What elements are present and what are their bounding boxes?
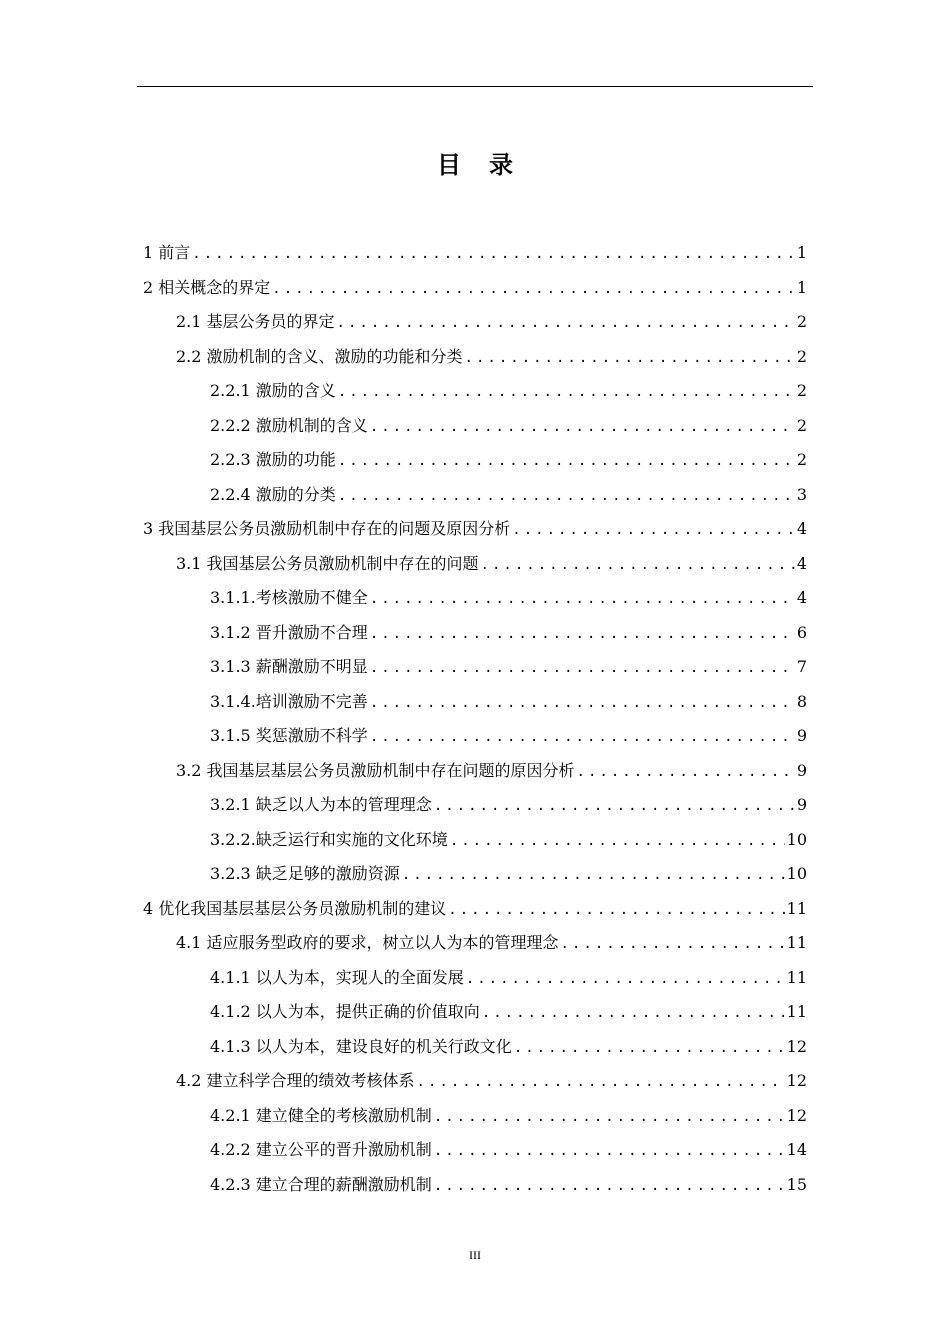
toc-entry-label: 2.2.4 激励的分类 bbox=[210, 484, 336, 504]
toc-entry-page: 4 bbox=[796, 553, 807, 573]
toc-entry[interactable] bbox=[143, 1066, 807, 1101]
toc-entry-page: 4 bbox=[796, 519, 807, 538]
toc-entry[interactable] bbox=[143, 756, 807, 791]
toc-entry[interactable] bbox=[143, 307, 807, 342]
toc-entry-page: 2 bbox=[796, 415, 807, 435]
toc-entry-label: 3.1.1.考核激励不健全 bbox=[210, 588, 368, 607]
toc-dot-leader bbox=[450, 826, 785, 856]
toc-entry[interactable] bbox=[143, 997, 807, 1032]
toc-entry-label: 2.1 基层公务员的界定 bbox=[176, 312, 335, 331]
toc-entry-label: 3.1 我国基层公务员激励机制中存在的问题 bbox=[176, 553, 479, 573]
table-of-contents bbox=[143, 238, 807, 1204]
toc-entry-label: 2.2.3 激励的功能 bbox=[210, 450, 336, 469]
toc-entry-label: 2 相关概念的界定 bbox=[143, 277, 271, 297]
toc-entry-page: 12 bbox=[786, 1071, 807, 1090]
toc-entry-page: 7 bbox=[796, 657, 807, 676]
toc-entry[interactable] bbox=[143, 618, 807, 653]
toc-dot-leader bbox=[337, 308, 795, 338]
toc-entry-label: 4.1 适应服务型政府的要求，树立以人为本的管理理念 bbox=[176, 933, 559, 952]
toc-entry[interactable] bbox=[143, 1032, 807, 1067]
toc-entry[interactable] bbox=[143, 583, 807, 618]
toc-entry-label: 4.2.1 建立健全的考核激励机制 bbox=[210, 1105, 432, 1125]
toc-entry-label: 4.1.3 以人为本，建设良好的机关行政文化 bbox=[210, 1036, 512, 1056]
toc-entry-page: 2 bbox=[796, 346, 807, 366]
toc-dot-leader bbox=[338, 446, 795, 476]
toc-dot-leader bbox=[370, 688, 795, 718]
toc-dot-leader bbox=[370, 584, 795, 614]
toc-entry-page: 8 bbox=[796, 691, 807, 711]
toc-dot-leader bbox=[370, 412, 795, 442]
toc-entry-label: 3.2.2.缺乏运行和实施的文化环境 bbox=[210, 829, 448, 849]
toc-entry[interactable] bbox=[143, 238, 807, 273]
toc-entry-label: 3.1.2 晋升激励不合理 bbox=[210, 622, 368, 642]
toc-entry-page: 11 bbox=[786, 898, 807, 918]
toc-dot-leader bbox=[338, 377, 795, 407]
toc-dot-leader bbox=[434, 1171, 785, 1201]
toc-entry-label: 3.2 我国基层基层公务员激励机制中存在问题的原因分析 bbox=[176, 760, 575, 780]
toc-entry-page: 1 bbox=[796, 277, 807, 297]
toc-entry[interactable] bbox=[143, 342, 807, 377]
toc-dot-leader bbox=[370, 619, 795, 649]
page-title: 目录 bbox=[437, 151, 541, 179]
toc-entry-page: 6 bbox=[796, 622, 807, 642]
toc-entry-page: 14 bbox=[786, 1140, 807, 1159]
toc-entry-page: 12 bbox=[786, 1105, 807, 1125]
toc-entry-page: 11 bbox=[786, 967, 807, 987]
toc-entry[interactable] bbox=[143, 825, 807, 860]
toc-entry-label: 1 前言 bbox=[143, 243, 191, 262]
toc-entry-label: 2.2.2 激励机制的含义 bbox=[210, 415, 368, 435]
toc-entry-label: 3 我国基层公务员激励机制中存在的问题及原因分析 bbox=[143, 519, 511, 538]
toc-entry-page: 9 bbox=[796, 726, 807, 745]
toc-dot-leader bbox=[577, 757, 795, 787]
toc-entry-label: 4.1.2 以人为本，提供正确的价值取向 bbox=[210, 1002, 480, 1021]
toc-entry-page: 9 bbox=[796, 760, 807, 780]
toc-dot-leader bbox=[561, 929, 785, 959]
toc-entry-page: 12 bbox=[786, 1036, 807, 1056]
toc-entry-label: 4.2 建立科学合理的绩效考核体系 bbox=[176, 1071, 415, 1090]
toc-entry-page: 2 bbox=[796, 450, 807, 469]
toc-dot-leader bbox=[272, 274, 795, 304]
toc-dot-leader bbox=[465, 343, 795, 373]
toc-entry[interactable] bbox=[143, 963, 807, 998]
toc-entry[interactable] bbox=[143, 411, 807, 446]
toc-entry-page: 15 bbox=[786, 1174, 807, 1194]
toc-entry-page: 4 bbox=[796, 588, 807, 607]
toc-entry[interactable] bbox=[143, 273, 807, 308]
toc-entry-label: 4.1.1 以人为本，实现人的全面发展 bbox=[210, 967, 464, 987]
toc-dot-leader bbox=[434, 1136, 785, 1166]
toc-dot-leader bbox=[514, 1033, 785, 1063]
toc-entry[interactable] bbox=[143, 549, 807, 584]
toc-dot-leader bbox=[402, 860, 785, 890]
toc-entry[interactable] bbox=[143, 652, 807, 687]
toc-dot-leader bbox=[482, 998, 785, 1028]
toc-dot-leader bbox=[370, 653, 795, 683]
toc-entry[interactable] bbox=[143, 1101, 807, 1136]
header-rule bbox=[137, 86, 813, 87]
page-number: III bbox=[469, 1248, 481, 1262]
toc-entry[interactable] bbox=[143, 445, 807, 480]
toc-entry-page: 1 bbox=[796, 243, 807, 262]
toc-dot-leader bbox=[434, 791, 795, 821]
toc-entry-page: 11 bbox=[786, 933, 807, 952]
toc-entry[interactable] bbox=[143, 480, 807, 515]
toc-entry-label: 4 优化我国基层基层公务员激励机制的建议 bbox=[143, 898, 447, 918]
toc-entry-label: 2.2.1 激励的含义 bbox=[210, 381, 336, 400]
toc-dot-leader bbox=[370, 722, 795, 752]
toc-entry-page: 10 bbox=[786, 864, 807, 883]
toc-entry-page: 2 bbox=[796, 381, 807, 400]
toc-entry-label: 3.1.3 薪酬激励不明显 bbox=[210, 657, 368, 676]
toc-entry[interactable] bbox=[143, 721, 807, 756]
toc-entry[interactable] bbox=[143, 514, 807, 549]
toc-dot-leader bbox=[338, 481, 795, 511]
toc-entry-label: 2.2 激励机制的含义、激励的功能和分类 bbox=[176, 346, 463, 366]
toc-dot-leader bbox=[512, 515, 795, 545]
toc-entry[interactable] bbox=[143, 1135, 807, 1170]
toc-dot-leader bbox=[448, 895, 784, 925]
toc-entry[interactable] bbox=[143, 790, 807, 825]
toc-entry[interactable] bbox=[143, 928, 807, 963]
toc-entry-label: 3.1.4.培训激励不完善 bbox=[210, 691, 368, 711]
toc-entry-label: 3.1.5 奖惩激励不科学 bbox=[210, 726, 368, 745]
toc-entry-page: 9 bbox=[796, 795, 807, 814]
toc-dot-leader bbox=[434, 1102, 785, 1132]
toc-dot-leader bbox=[481, 550, 795, 580]
toc-entry[interactable] bbox=[143, 1170, 807, 1205]
toc-entry-page: 2 bbox=[796, 312, 807, 331]
toc-entry[interactable] bbox=[143, 859, 807, 894]
toc-entry-label: 4.2.3 建立合理的薪酬激励机制 bbox=[210, 1174, 432, 1194]
toc-dot-leader bbox=[466, 964, 785, 994]
toc-entry[interactable] bbox=[143, 376, 807, 411]
toc-entry-label: 3.2.3 缺乏足够的激励资源 bbox=[210, 864, 400, 883]
toc-dot-leader bbox=[192, 239, 795, 269]
toc-entry-label: 4.2.2 建立公平的晋升激励机制 bbox=[210, 1140, 432, 1159]
toc-entry-page: 11 bbox=[786, 1002, 807, 1021]
toc-entry[interactable] bbox=[143, 894, 807, 929]
toc-entry[interactable] bbox=[143, 687, 807, 722]
toc-entry-page: 10 bbox=[786, 829, 807, 849]
toc-entry-label: 3.2.1 缺乏以人为本的管理理念 bbox=[210, 795, 432, 814]
toc-dot-leader bbox=[417, 1067, 785, 1097]
toc-entry-page: 3 bbox=[796, 484, 807, 504]
